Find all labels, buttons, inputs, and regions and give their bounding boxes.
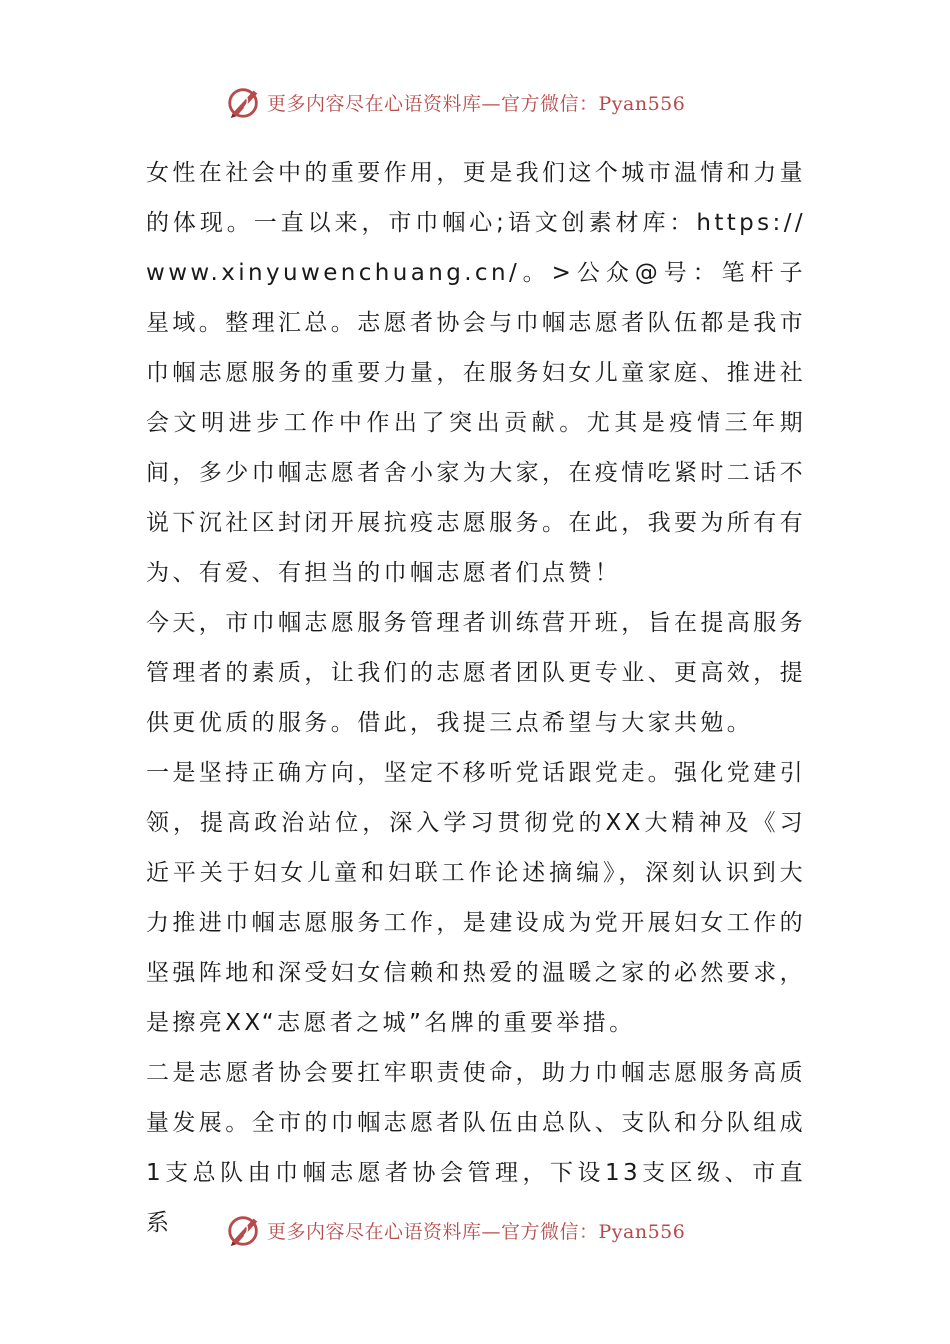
document-body — [146, 148, 806, 1248]
footer-banner-text: 更多内容尽在心语资料库—官方微信：Pyan556 — [267, 1220, 686, 1243]
paragraph-3: 一是坚持正确方向，坚定不移听党话跟党走。强化党建引领，提高政治站位，深入学习贯彻党的XX大精神及《习近平关于妇女儿童和妇联工作论述摘编》，深刻认识到大力推进巾帼志愿服务工作，是建设成为党开展妇女工作的坚强阵地和深受妇女信赖和热爱的温暖之家的必然要求，是擦亮XX“志愿者之城”名牌的重要举措。 — [146, 760, 806, 1036]
paragraph-4: 二是志愿者协会要扛牢职责使命，助力巾帼志愿服务高质量发展。全市的巾帼志愿者队伍由总队、支队和分队组成1支总队由巾帼志愿者协会管理，下设13支区级、市直系 — [146, 1060, 806, 1236]
paragraph-1: 女性在社会中的重要作用，更是我们这个城市温情和力量的体现。一直以来，市巾帼心;语文创素材库：https://www.xinyuwenchuang.cn/。>公众@号：笔杆子星域。整理汇总。志愿者协会与巾帼志愿者队伍都是我市巾帼志愿服务的重要力量，在服务妇女儿童家庭、推进社会文明进步工作中作出了突出贡献。尤其是疫情三年期间，多少巾帼志愿者舍小家为大家，在疫情吃紧时二话不说下沉社区封闭开展抗疫志愿服务。在此，我要为所有有为、有爱、有担当的巾帼志愿者们点赞！ — [146, 160, 806, 586]
pen-logo-icon — [225, 1211, 263, 1249]
header-banner — [225, 82, 745, 122]
paragraph-2: 今天，市巾帼志愿服务管理者训练营开班，旨在提高服务管理者的素质，让我们的志愿者团队更专业、更高效，提供更优质的服务。借此，我提三点希望与大家共勉。 — [146, 610, 806, 736]
footer-banner — [225, 1210, 745, 1250]
pen-logo-icon — [225, 83, 263, 121]
header-banner-text: 更多内容尽在心语资料库—官方微信：Pyan556 — [267, 92, 686, 115]
